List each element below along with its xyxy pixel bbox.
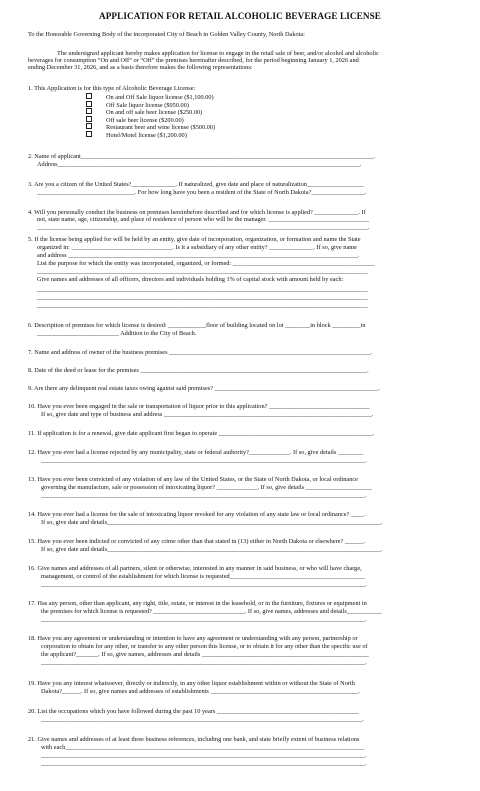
form-line-text: To the Honorable Governing Body of the incorporated City of Beach in Golden Valley County, North Dakota: — [28, 31, 305, 38]
form-line-text: 4. Will you personally conduct the business on premises hereinbefore described and for which license is applied? ______________. If — [28, 209, 366, 216]
form-line-text: If so, give date and details_______________________________________________________________________________________. — [41, 519, 383, 526]
form-line-text: Dakota?______. If so, give names and addresses of establishments _______________________________________________. — [41, 688, 361, 695]
form-line-text: If so, give date and type of business and address __________________________________________________________________. — [41, 411, 374, 418]
form-line-text: 10. Have you ever been engaged in the sale or transportation of liquor prior to this application? ________________________________ — [28, 403, 370, 410]
form-line-text: the premises for which license is requested? _____________________________. If so, give names, addresses and details___________ — [41, 608, 382, 615]
form-line-text: _______________________________________________________________________________________________________. — [41, 659, 367, 666]
form-line-text: and address ____________________________________________________________________________________________. — [37, 252, 360, 259]
form-line-text: governing the manufacture, sale or possession of intoxicating liquor? _____________. If so, give details _____________________ — [41, 484, 372, 491]
form-line-text: 18. Have you any agreement or understanding or intention to have any agreement or understanding with any person, partnership or — [28, 635, 358, 642]
form-line-text: management, or control of the establishment for which license is requested___________________________________________ — [41, 573, 366, 580]
license-type-label: Hotel/Motel license ($1,200.00) — [106, 131, 187, 139]
form-line-text: _______________________________________________________________________________________________________. — [41, 581, 367, 588]
form-line-text: 7. Name and address of owner of the business premises ________________________________________________________________. — [28, 349, 373, 356]
license-type-label: On and Off Sale liquor license ($1,100.00) — [106, 94, 214, 101]
license-type-label: Off sale beer license ($200.00) — [106, 116, 184, 124]
form-line-text: 19. Have you any interest whatsoever, directly or indirectly, in any other liquor establishment within or without the State of North — [28, 680, 355, 687]
license-type-label: On and off sale beer license ($250.00) — [106, 109, 203, 116]
form-line-text: beverages for consumption “On and Off” or “Off” the premises hereinafter described, for the period beginning January 1, 2026 and — [28, 57, 359, 64]
form-line-text: _________________________________________________________________________________________________________ — [37, 268, 368, 275]
form-line-text: 2. Name of applicant_____________________________________________________________________________________________. — [28, 153, 376, 160]
form-line-text: with each_______________________________________________________________________________________________ — [41, 744, 365, 751]
form-line-text: If so, give date and details_______________________________________________________________________________________. — [41, 546, 383, 553]
form-line-text: 8. Date of the deed or lease for the premises ________________________________________________________________________. — [28, 367, 369, 374]
form-title: APPLICATION FOR RETAIL ALCOHOLIC BEVERAGE LICENSE — [98, 11, 382, 21]
form-line-text: _______________________________________________________________________________________________________. — [41, 616, 367, 623]
form-line-text: The undersigned applicant hereby makes application for license to engage in the retail sale of beer, and/or alcohol and alcoholic — [57, 50, 379, 57]
form-line-text: 20. List the occupations which you have followed during the past 10 years _____________________________________________ — [28, 708, 359, 715]
checkbox[interactable] — [86, 101, 92, 107]
form-line-text: 17. Has any person, other than applicant, any right, title, estate, or interest in the leasehold, or in the furniture, fixtures or equipment in — [28, 600, 367, 607]
form-line-text: 21. Give names and addresses of at least three business references, including one bank, and state briefly extent of business relations — [28, 736, 360, 743]
form-line-text: not, state name, age, citizenship, and place of residence of person who will be the manager. ________________________________ — [37, 216, 370, 223]
form-line-text: 6. Description of premises for which license is desired: ____________floor of building located on lot ________in block _________in — [28, 322, 366, 329]
form-line-text: 3. Are you a citizen of the United States?______________. If naturalized, give date and place of naturalization__________________ — [28, 181, 364, 188]
form-line-text: Give names and addresses of all officers, directors and individuals holding 1% of capital stock with amount held by each: — [37, 276, 344, 283]
form-line-text: 1. This Application is for this type of Alcoholic Beverage License: — [28, 85, 196, 92]
checkbox[interactable] — [86, 116, 92, 122]
form-line-text: organized in: ________________________________. Is it a subsidiary of any other entity? ______________. If so, give name — [37, 244, 357, 251]
form-line-text: 13. Have you ever been convicted of any violation of any law of the United States, or the State of North Dakota, or local ordinance — [28, 476, 358, 483]
checkbox[interactable] — [86, 108, 92, 114]
license-type-label: Restaurant beer and wine license ($500.00) — [106, 124, 216, 131]
form-line-text: __________________________ Addition to the City of Beach. — [37, 330, 197, 337]
form-line-text: _________________________________________________________________________________________________________ — [37, 302, 368, 309]
form-line-text: _________________________________________________________________________________________________________. — [37, 224, 370, 231]
form-line-text: 14. Have you ever had a license for the sale of intoxicating liquor revoked for any violation of any state law or local ordinance? ____. — [28, 511, 366, 518]
form-line-text: ending December 31, 2026, and as a basis therefore makes the following representations: — [28, 64, 253, 71]
form-line-text: 11. If application is for a renewal, give date applicant first began to operate _________________________________________________. — [28, 430, 375, 437]
form-line-text: List the purpose for which the entity was incorporated, organized, or formed: _____________________________________________ — [37, 260, 375, 267]
form-line-text: _______________________________________________________________________________________________________. — [41, 457, 367, 464]
form-line-text: 16. Give names and addresses of all partners, silent or otherwise, interested in any manner in said business, or who will have charge, — [28, 565, 362, 572]
form-line-text: corporation to obtain for any other, or transfer to any other person this license, or to obtain it for any other than the specific use of — [41, 643, 368, 650]
form-line-text: Address________________________________________________________________________________________________. — [37, 161, 362, 168]
form-line-text: the applicant?_______. If so, give names, addresses and details _____________________________________________________ — [41, 651, 369, 658]
form-line-text: _______________________________________________________________________________________________________. — [41, 492, 367, 499]
form-line-text: 12. Have you ever had a license rejected by any municipality, state or federal authority?_____________. If so, give details ________ — [28, 449, 364, 456]
checkbox[interactable] — [86, 123, 92, 129]
checkbox[interactable] — [86, 131, 92, 137]
form-line-text: _________________________________________________________________________________________________________ — [37, 286, 368, 293]
form-line-text: _______________________________________________________________________________________________________. — [41, 752, 367, 759]
form-line-text: ______________________________________________________________________________________________________. — [41, 716, 364, 723]
form-line-text: 5. If the license being applied for will be held by an entity, give date of incorporation, organization, or formation and name the State — [28, 236, 361, 243]
checkbox[interactable] — [86, 93, 92, 99]
form-line-text: _______________________________. For how long have you been a resident of the State of North Dakota?_________________. — [37, 189, 367, 196]
form-line-text: 15. Have you ever been indicted or convicted of any crime other than that stated in (13) either in North Dakota or elsewhere? ______. — [28, 538, 366, 545]
form-line-text: _______________________________________________________________________________________________________. — [41, 760, 367, 767]
license-type-label: Off Sale liquor license ($950.00) — [106, 101, 189, 109]
form-line-text: _________________________________________________________________________________________________________ — [37, 294, 368, 301]
form-line-text: 9. Are there any delinquent real estate taxes owing against said premises? ____________________________________________________. — [28, 385, 380, 392]
